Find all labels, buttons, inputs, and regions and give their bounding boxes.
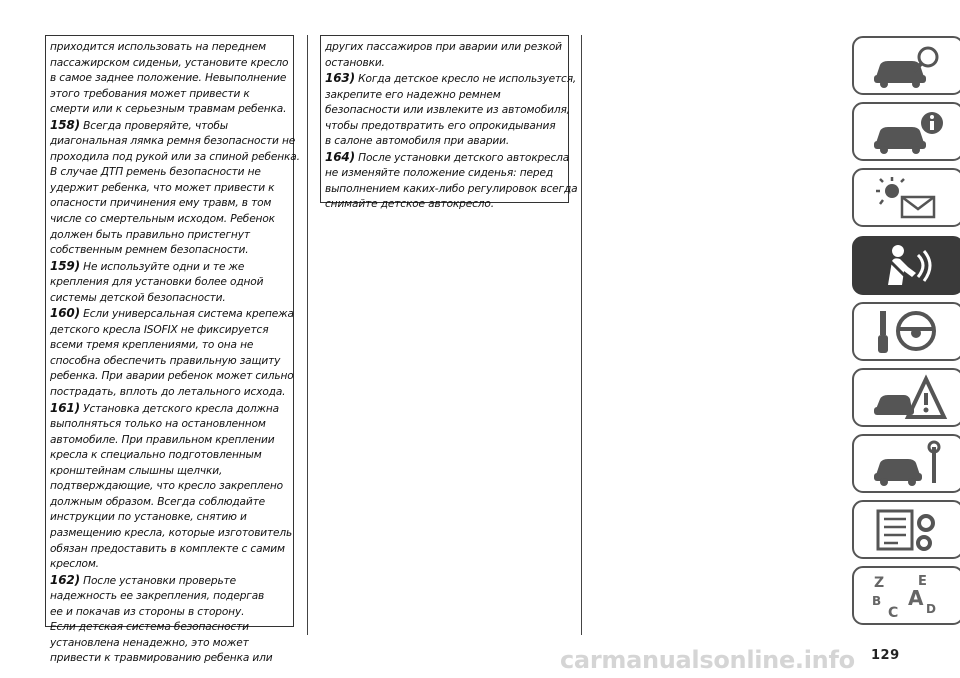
paragraph-line: Не используйте одни и те же (83, 260, 245, 273)
paragraph-line: подтверждающие, что кресло закреплено (50, 480, 283, 493)
svg-text:E: E (918, 573, 927, 589)
paragraph-line: собственным ремнем безопасности. (50, 244, 249, 257)
paragraph-line: безопасности или извлеките из автомобиля, (325, 104, 570, 117)
page-number: 129 (871, 648, 900, 663)
paragraph-line: диагональная лямка ремня безопасности не (50, 135, 296, 148)
tab-safety[interactable] (852, 236, 960, 295)
paragraph-line: обязан предоставить в комплекте с самим (50, 542, 285, 555)
warning-paragraph (50, 400, 293, 573)
svg-text:B: B (872, 593, 882, 608)
paragraph-line: пассажирском сиденьи, установите кресло (50, 56, 289, 69)
note-number: 158) (50, 117, 80, 132)
paragraph-line: опасности причинения ему травм, в том (50, 197, 272, 210)
paragraph-line: После установки проверьте (83, 574, 236, 587)
paragraph-line: должным образом. Всегда соблюдайте (50, 495, 266, 508)
note-number: 161) (50, 400, 80, 415)
paragraph-line: Если универсальная система крепежа (83, 308, 294, 321)
svg-text:D: D (926, 601, 936, 616)
paragraph-line: чтобы предотвратить его опрокидывания (325, 119, 556, 132)
paragraph-line: крепления для установки более одной (50, 276, 264, 289)
paragraph-line: выполнением каких-либо регулировок всегда (325, 182, 578, 195)
paragraph-line: Когда детское кресло не используется, (358, 73, 577, 86)
tab-car-search[interactable] (852, 36, 960, 95)
car-search-icon (868, 41, 948, 91)
paragraph-line: Установка детского кресла должна (83, 402, 279, 415)
specifications-gear-icon (868, 505, 948, 555)
watermark: carmanualsonline.info (560, 646, 855, 674)
paragraph-line: ребенка. При аварии ребенок может сильно (50, 370, 294, 383)
svg-text:C: C (888, 604, 899, 621)
paragraph-line: удержит ребенка, что может привести к (50, 181, 275, 194)
note-number: 159) (50, 258, 80, 273)
note-number: 163) (325, 71, 355, 86)
key-steering-wheel-icon (868, 307, 948, 357)
warning-paragraph (50, 573, 289, 667)
alphabet-index-icon (868, 571, 948, 621)
note-number: 160) (50, 306, 80, 321)
paragraph-line: смерти или к серьезным травмам ребенка. (50, 103, 287, 116)
warning-paragraph (50, 306, 294, 400)
paragraph-line: кронштейнам слышны щелчки, (50, 464, 223, 477)
car-info-icon (868, 107, 948, 157)
paragraph-line: способна обеспечить правильную защиту (50, 354, 281, 367)
paragraph-line: всеми тремя креплениями, то она не (50, 339, 254, 352)
warning-paragraph (50, 40, 289, 118)
paragraph-line: кресла к специально подготовленным (50, 449, 262, 462)
paragraph-line: ее и покачав из стороны в сторону. (50, 605, 245, 618)
tab-maintenance[interactable] (852, 434, 960, 493)
svg-text:Z: Z (874, 574, 885, 591)
paragraph-line: автомобиле. При правильном креплении (50, 433, 275, 446)
paragraph-line: в салоне автомобиля при аварии. (325, 135, 510, 148)
paragraph-line: надежность ее закрепления, подергав (50, 590, 265, 603)
paragraph-line: проходила под рукой или за спиной ребенка. (50, 150, 300, 163)
warning-paragraph (325, 40, 564, 71)
emergency-triangle-icon (868, 373, 948, 423)
svg-text:A: A (908, 585, 924, 610)
paragraph-line: привести к травмированию ребенка или (50, 652, 273, 665)
paragraph-line: После установки детского автокресла (358, 151, 570, 164)
warning-paragraph (325, 149, 578, 213)
paragraph-line: выполняться только на остановленном (50, 418, 266, 431)
paragraph-line: должен быть правильно пристегнут (50, 228, 250, 241)
paragraph-line: приходится использовать на переднем (50, 41, 266, 53)
column-divider (307, 35, 308, 635)
paragraph-line: установлена ненадежно, это может (50, 636, 249, 649)
paragraph-line: детского кресла ISOFIX не фиксируется (50, 323, 269, 336)
warning-paragraph (50, 117, 300, 259)
column-divider (581, 35, 582, 635)
right-text-box (320, 35, 578, 211)
paragraph-line: В случае ДТП ремень безопасности не (50, 166, 261, 179)
paragraph-line: креслом. (50, 558, 99, 571)
tab-car-info[interactable] (852, 102, 960, 161)
warning-paragraph (50, 259, 289, 307)
paragraph-line: остановки. (325, 56, 385, 69)
paragraph-line: размещению кресла, которые изготовитель (50, 526, 293, 539)
note-number: 164) (325, 149, 355, 164)
paragraph-line: снимайте детское автокресло. (325, 198, 494, 211)
paragraph-line: в самое заднее положение. Невыполнение (50, 72, 287, 85)
warning-lights-message-icon (868, 173, 948, 223)
paragraph-line: Всегда проверяйте, чтобы (83, 119, 229, 132)
paragraph-line: числе со смертельным исходом. Ребенок (50, 213, 275, 226)
paragraph-line: пострадать, вплоть до летального исхода. (50, 386, 286, 399)
note-number: 162) (50, 572, 80, 587)
paragraph-line: системы детской безопасности. (50, 291, 226, 304)
paragraph-line: закрепите его надежно ремнем (325, 88, 501, 101)
tab-emergency[interactable] (852, 368, 960, 427)
left-text-box (45, 35, 300, 665)
paragraph-line: Если детская система безопасности (50, 621, 249, 634)
car-wrench-icon (868, 439, 948, 489)
paragraph-line: не изменяйте положение сиденья: перед (325, 167, 553, 180)
tab-starting-driving[interactable] (852, 302, 960, 361)
paragraph-line: инструкции по установке, снятию и (50, 511, 247, 524)
paragraph-line: других пассажиров при аварии или резкой (325, 41, 562, 53)
tab-warning-lights[interactable] (852, 168, 960, 227)
tab-technical-data[interactable] (852, 500, 960, 559)
tab-index[interactable] (852, 566, 960, 625)
seatbelt-airbag-icon (868, 241, 948, 291)
paragraph-line: этого требования может привести к (50, 87, 250, 100)
warning-paragraph (325, 71, 577, 150)
